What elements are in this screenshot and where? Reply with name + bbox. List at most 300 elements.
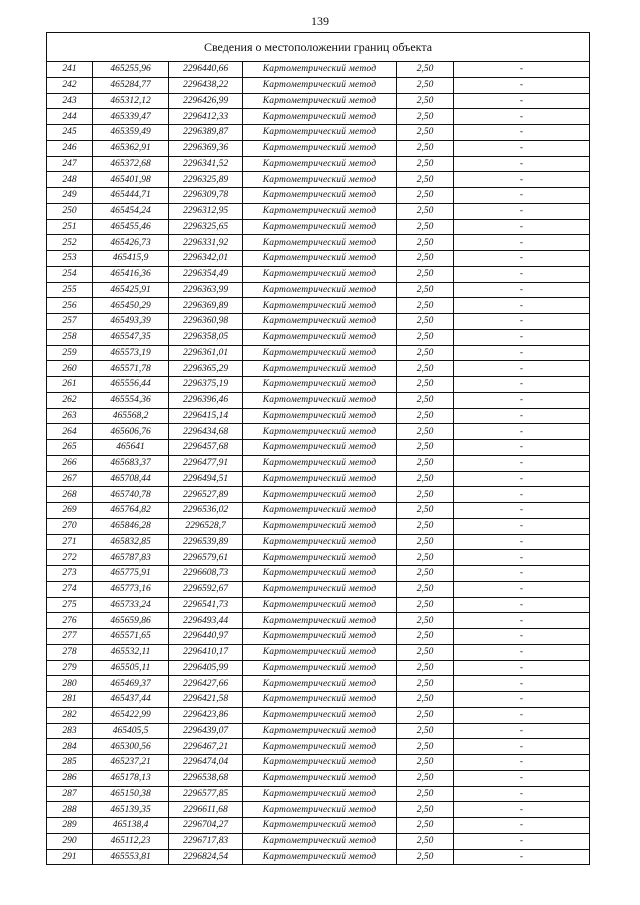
x-coordinate-cell: 465362,91 xyxy=(93,140,169,156)
x-coordinate-cell: 465139,35 xyxy=(93,802,169,818)
y-coordinate-cell: 2296440,97 xyxy=(169,629,243,645)
point-number-cell: 267 xyxy=(47,471,93,487)
table-row xyxy=(47,802,590,818)
table-row xyxy=(47,833,590,849)
y-coordinate-cell: 2296405,99 xyxy=(169,660,243,676)
x-coordinate-cell: 465237,21 xyxy=(93,755,169,771)
method-cell: Картометрический метод xyxy=(243,550,397,566)
point-number-cell: 268 xyxy=(47,487,93,503)
table-row xyxy=(47,408,590,424)
page-number: 139 xyxy=(311,14,329,28)
method-cell: Картометрический метод xyxy=(243,188,397,204)
point-number-cell: 273 xyxy=(47,566,93,582)
table-row xyxy=(47,345,590,361)
x-coordinate-cell: 465764,82 xyxy=(93,503,169,519)
y-coordinate-cell: 2296434,68 xyxy=(169,424,243,440)
note-cell: - xyxy=(454,471,590,487)
y-coordinate-cell: 2296528,7 xyxy=(169,518,243,534)
note-cell: - xyxy=(454,597,590,613)
y-coordinate-cell: 2296592,67 xyxy=(169,581,243,597)
y-coordinate-cell: 2296457,68 xyxy=(169,440,243,456)
note-cell: - xyxy=(454,282,590,298)
x-coordinate-cell: 465733,24 xyxy=(93,597,169,613)
x-coordinate-cell: 465773,16 xyxy=(93,581,169,597)
x-coordinate-cell: 465425,91 xyxy=(93,282,169,298)
note-cell: - xyxy=(454,109,590,125)
accuracy-cell: 2,50 xyxy=(397,188,454,204)
note-cell: - xyxy=(454,251,590,267)
point-number-cell: 256 xyxy=(47,298,93,314)
x-coordinate-cell: 465138,4 xyxy=(93,818,169,834)
method-cell: Картометрический метод xyxy=(243,566,397,582)
x-coordinate-cell: 465553,81 xyxy=(93,849,169,865)
x-coordinate-cell: 465437,44 xyxy=(93,692,169,708)
table-title: Сведения о местоположении границ объекта xyxy=(47,33,590,62)
point-number-cell: 251 xyxy=(47,219,93,235)
y-coordinate-cell: 2296312,95 xyxy=(169,203,243,219)
point-number-cell: 272 xyxy=(47,550,93,566)
x-coordinate-cell: 465571,78 xyxy=(93,361,169,377)
method-cell: Картометрический метод xyxy=(243,471,397,487)
x-coordinate-cell: 465455,46 xyxy=(93,219,169,235)
accuracy-cell: 2,50 xyxy=(397,629,454,645)
method-cell: Картометрический метод xyxy=(243,298,397,314)
accuracy-cell: 2,50 xyxy=(397,503,454,519)
note-cell: - xyxy=(454,786,590,802)
y-coordinate-cell: 2296389,87 xyxy=(169,125,243,141)
note-cell: - xyxy=(454,219,590,235)
point-number-cell: 279 xyxy=(47,660,93,676)
accuracy-cell: 2,50 xyxy=(397,723,454,739)
accuracy-cell: 2,50 xyxy=(397,377,454,393)
accuracy-cell: 2,50 xyxy=(397,597,454,613)
y-coordinate-cell: 2296361,01 xyxy=(169,345,243,361)
table-row xyxy=(47,597,590,613)
point-number-cell: 248 xyxy=(47,172,93,188)
x-coordinate-cell: 465300,56 xyxy=(93,739,169,755)
point-number-cell: 242 xyxy=(47,77,93,93)
method-cell: Картометрический метод xyxy=(243,251,397,267)
point-number-cell: 255 xyxy=(47,282,93,298)
x-coordinate-cell: 465547,35 xyxy=(93,329,169,345)
note-cell: - xyxy=(454,581,590,597)
table-row xyxy=(47,329,590,345)
x-coordinate-cell: 465554,36 xyxy=(93,392,169,408)
y-coordinate-cell: 2296309,78 xyxy=(169,188,243,204)
y-coordinate-cell: 2296427,66 xyxy=(169,676,243,692)
table-row xyxy=(47,723,590,739)
point-number-cell: 289 xyxy=(47,818,93,834)
point-number-cell: 288 xyxy=(47,802,93,818)
note-cell: - xyxy=(454,660,590,676)
method-cell: Картометрический метод xyxy=(243,644,397,660)
y-coordinate-cell: 2296438,22 xyxy=(169,77,243,93)
table-row xyxy=(47,266,590,282)
y-coordinate-cell: 2296474,04 xyxy=(169,755,243,771)
method-cell: Картометрический метод xyxy=(243,455,397,471)
table-row xyxy=(47,140,590,156)
table-row xyxy=(47,471,590,487)
point-number-cell: 246 xyxy=(47,140,93,156)
y-coordinate-cell: 2296440,66 xyxy=(169,62,243,78)
point-number-cell: 290 xyxy=(47,833,93,849)
y-coordinate-cell: 2296439,07 xyxy=(169,723,243,739)
y-coordinate-cell: 2296341,52 xyxy=(169,156,243,172)
table-row xyxy=(47,770,590,786)
note-cell: - xyxy=(454,802,590,818)
point-number-cell: 247 xyxy=(47,156,93,172)
accuracy-cell: 2,50 xyxy=(397,424,454,440)
y-coordinate-cell: 2296536,02 xyxy=(169,503,243,519)
point-number-cell: 264 xyxy=(47,424,93,440)
point-number-cell: 283 xyxy=(47,723,93,739)
point-number-cell: 263 xyxy=(47,408,93,424)
y-coordinate-cell: 2296412,33 xyxy=(169,109,243,125)
note-cell: - xyxy=(454,172,590,188)
y-coordinate-cell: 2296494,51 xyxy=(169,471,243,487)
y-coordinate-cell: 2296477,91 xyxy=(169,455,243,471)
method-cell: Картометрический метод xyxy=(243,392,397,408)
point-number-cell: 243 xyxy=(47,93,93,109)
accuracy-cell: 2,50 xyxy=(397,770,454,786)
note-cell: - xyxy=(454,188,590,204)
table-row xyxy=(47,739,590,755)
method-cell: Картометрический метод xyxy=(243,219,397,235)
y-coordinate-cell: 2296541,73 xyxy=(169,597,243,613)
x-coordinate-cell: 465573,19 xyxy=(93,345,169,361)
x-coordinate-cell: 465415,9 xyxy=(93,251,169,267)
y-coordinate-cell: 2296358,05 xyxy=(169,329,243,345)
point-number-cell: 259 xyxy=(47,345,93,361)
note-cell: - xyxy=(454,534,590,550)
method-cell: Картометрический метод xyxy=(243,802,397,818)
accuracy-cell: 2,50 xyxy=(397,833,454,849)
accuracy-cell: 2,50 xyxy=(397,77,454,93)
y-coordinate-cell: 2296717,83 xyxy=(169,833,243,849)
accuracy-cell: 2,50 xyxy=(397,802,454,818)
x-coordinate-cell: 465606,76 xyxy=(93,424,169,440)
x-coordinate-cell: 465401,98 xyxy=(93,172,169,188)
accuracy-cell: 2,50 xyxy=(397,298,454,314)
method-cell: Картометрический метод xyxy=(243,314,397,330)
note-cell: - xyxy=(454,629,590,645)
method-cell: Картометрический метод xyxy=(243,613,397,629)
y-coordinate-cell: 2296493,44 xyxy=(169,613,243,629)
x-coordinate-cell: 465556,44 xyxy=(93,377,169,393)
y-coordinate-cell: 2296325,65 xyxy=(169,219,243,235)
method-cell: Картометрический метод xyxy=(243,503,397,519)
point-number-cell: 271 xyxy=(47,534,93,550)
note-cell: - xyxy=(454,424,590,440)
method-cell: Картометрический метод xyxy=(243,518,397,534)
point-number-cell: 250 xyxy=(47,203,93,219)
point-number-cell: 253 xyxy=(47,251,93,267)
point-number-cell: 254 xyxy=(47,266,93,282)
x-coordinate-cell: 465532,11 xyxy=(93,644,169,660)
table-row xyxy=(47,282,590,298)
table-title-row xyxy=(47,33,590,62)
method-cell: Картометрический метод xyxy=(243,739,397,755)
method-cell: Картометрический метод xyxy=(243,329,397,345)
accuracy-cell: 2,50 xyxy=(397,392,454,408)
y-coordinate-cell: 2296365,29 xyxy=(169,361,243,377)
note-cell: - xyxy=(454,707,590,723)
note-cell: - xyxy=(454,849,590,865)
point-number-cell: 258 xyxy=(47,329,93,345)
point-number-cell: 265 xyxy=(47,440,93,456)
y-coordinate-cell: 2296354,49 xyxy=(169,266,243,282)
accuracy-cell: 2,50 xyxy=(397,534,454,550)
accuracy-cell: 2,50 xyxy=(397,471,454,487)
table-row xyxy=(47,676,590,692)
x-coordinate-cell: 465150,38 xyxy=(93,786,169,802)
x-coordinate-cell: 465505,11 xyxy=(93,660,169,676)
y-coordinate-cell: 2296467,21 xyxy=(169,739,243,755)
method-cell: Картометрический метод xyxy=(243,692,397,708)
x-coordinate-cell: 465740,78 xyxy=(93,487,169,503)
point-number-cell: 262 xyxy=(47,392,93,408)
accuracy-cell: 2,50 xyxy=(397,692,454,708)
method-cell: Картометрический метод xyxy=(243,125,397,141)
table-row xyxy=(47,251,590,267)
method-cell: Картометрический метод xyxy=(243,282,397,298)
table-row xyxy=(47,755,590,771)
note-cell: - xyxy=(454,125,590,141)
note-cell: - xyxy=(454,818,590,834)
note-cell: - xyxy=(454,156,590,172)
note-cell: - xyxy=(454,487,590,503)
point-number-cell: 276 xyxy=(47,613,93,629)
note-cell: - xyxy=(454,440,590,456)
table-row xyxy=(47,298,590,314)
method-cell: Картометрический метод xyxy=(243,755,397,771)
accuracy-cell: 2,50 xyxy=(397,440,454,456)
x-coordinate-cell: 465775,91 xyxy=(93,566,169,582)
note-cell: - xyxy=(454,770,590,786)
x-coordinate-cell: 465372,68 xyxy=(93,156,169,172)
table-row xyxy=(47,692,590,708)
point-number-cell: 278 xyxy=(47,644,93,660)
note-cell: - xyxy=(454,345,590,361)
accuracy-cell: 2,50 xyxy=(397,849,454,865)
y-coordinate-cell: 2296527,89 xyxy=(169,487,243,503)
note-cell: - xyxy=(454,644,590,660)
accuracy-cell: 2,50 xyxy=(397,755,454,771)
method-cell: Картометрический метод xyxy=(243,109,397,125)
x-coordinate-cell: 465426,73 xyxy=(93,235,169,251)
note-cell: - xyxy=(454,408,590,424)
y-coordinate-cell: 2296577,85 xyxy=(169,786,243,802)
x-coordinate-cell: 465832,85 xyxy=(93,534,169,550)
accuracy-cell: 2,50 xyxy=(397,707,454,723)
table-row xyxy=(47,818,590,834)
accuracy-cell: 2,50 xyxy=(397,345,454,361)
note-cell: - xyxy=(454,140,590,156)
table-row xyxy=(47,361,590,377)
x-coordinate-cell: 465846,28 xyxy=(93,518,169,534)
accuracy-cell: 2,50 xyxy=(397,172,454,188)
method-cell: Картометрический метод xyxy=(243,849,397,865)
y-coordinate-cell: 2296396,46 xyxy=(169,392,243,408)
note-cell: - xyxy=(454,329,590,345)
x-coordinate-cell: 465312,12 xyxy=(93,93,169,109)
x-coordinate-cell: 465571,65 xyxy=(93,629,169,645)
table-row xyxy=(47,392,590,408)
table-row xyxy=(47,581,590,597)
method-cell: Картометрический метод xyxy=(243,172,397,188)
y-coordinate-cell: 2296369,89 xyxy=(169,298,243,314)
note-cell: - xyxy=(454,298,590,314)
method-cell: Картометрический метод xyxy=(243,408,397,424)
note-cell: - xyxy=(454,613,590,629)
accuracy-cell: 2,50 xyxy=(397,676,454,692)
accuracy-cell: 2,50 xyxy=(397,314,454,330)
accuracy-cell: 2,50 xyxy=(397,550,454,566)
point-number-cell: 269 xyxy=(47,503,93,519)
point-number-cell: 260 xyxy=(47,361,93,377)
accuracy-cell: 2,50 xyxy=(397,93,454,109)
y-coordinate-cell: 2296704,27 xyxy=(169,818,243,834)
table-row xyxy=(47,93,590,109)
accuracy-cell: 2,50 xyxy=(397,361,454,377)
method-cell: Картометрический метод xyxy=(243,723,397,739)
y-coordinate-cell: 2296608,73 xyxy=(169,566,243,582)
table-row xyxy=(47,660,590,676)
note-cell: - xyxy=(454,503,590,519)
note-cell: - xyxy=(454,518,590,534)
table-row xyxy=(47,629,590,645)
accuracy-cell: 2,50 xyxy=(397,203,454,219)
note-cell: - xyxy=(454,676,590,692)
method-cell: Картометрический метод xyxy=(243,266,397,282)
accuracy-cell: 2,50 xyxy=(397,140,454,156)
accuracy-cell: 2,50 xyxy=(397,156,454,172)
x-coordinate-cell: 465359,49 xyxy=(93,125,169,141)
point-number-cell: 280 xyxy=(47,676,93,692)
accuracy-cell: 2,50 xyxy=(397,818,454,834)
method-cell: Картометрический метод xyxy=(243,440,397,456)
point-number-cell: 287 xyxy=(47,786,93,802)
method-cell: Картометрический метод xyxy=(243,660,397,676)
note-cell: - xyxy=(454,235,590,251)
y-coordinate-cell: 2296579,61 xyxy=(169,550,243,566)
table-row xyxy=(47,62,590,78)
point-number-cell: 274 xyxy=(47,581,93,597)
note-cell: - xyxy=(454,93,590,109)
x-coordinate-cell: 465422,99 xyxy=(93,707,169,723)
method-cell: Картометрический метод xyxy=(243,786,397,802)
note-cell: - xyxy=(454,566,590,582)
table-row xyxy=(47,487,590,503)
point-number-cell: 266 xyxy=(47,455,93,471)
table-row xyxy=(47,518,590,534)
method-cell: Картометрический метод xyxy=(243,424,397,440)
table-row xyxy=(47,707,590,723)
note-cell: - xyxy=(454,833,590,849)
accuracy-cell: 2,50 xyxy=(397,581,454,597)
x-coordinate-cell: 465450,29 xyxy=(93,298,169,314)
table-row xyxy=(47,172,590,188)
x-coordinate-cell: 465405,5 xyxy=(93,723,169,739)
point-number-cell: 270 xyxy=(47,518,93,534)
x-coordinate-cell: 465255,96 xyxy=(93,62,169,78)
x-coordinate-cell: 465787,83 xyxy=(93,550,169,566)
method-cell: Картометрический метод xyxy=(243,377,397,393)
accuracy-cell: 2,50 xyxy=(397,266,454,282)
y-coordinate-cell: 2296611,68 xyxy=(169,802,243,818)
accuracy-cell: 2,50 xyxy=(397,487,454,503)
note-cell: - xyxy=(454,723,590,739)
point-number-cell: 286 xyxy=(47,770,93,786)
note-cell: - xyxy=(454,739,590,755)
x-coordinate-cell: 465416,36 xyxy=(93,266,169,282)
note-cell: - xyxy=(454,361,590,377)
x-coordinate-cell: 465339,47 xyxy=(93,109,169,125)
x-coordinate-cell: 465568,2 xyxy=(93,408,169,424)
method-cell: Картометрический метод xyxy=(243,93,397,109)
table-row xyxy=(47,440,590,456)
y-coordinate-cell: 2296369,36 xyxy=(169,140,243,156)
accuracy-cell: 2,50 xyxy=(397,109,454,125)
accuracy-cell: 2,50 xyxy=(397,282,454,298)
method-cell: Картометрический метод xyxy=(243,818,397,834)
accuracy-cell: 2,50 xyxy=(397,62,454,78)
table-row xyxy=(47,235,590,251)
x-coordinate-cell: 465178,13 xyxy=(93,770,169,786)
table-row xyxy=(47,613,590,629)
table-row xyxy=(47,455,590,471)
table-row xyxy=(47,77,590,93)
accuracy-cell: 2,50 xyxy=(397,786,454,802)
table-row xyxy=(47,156,590,172)
method-cell: Картометрический метод xyxy=(243,597,397,613)
method-cell: Картометрический метод xyxy=(243,581,397,597)
accuracy-cell: 2,50 xyxy=(397,739,454,755)
point-number-cell: 252 xyxy=(47,235,93,251)
point-number-cell: 281 xyxy=(47,692,93,708)
method-cell: Картометрический метод xyxy=(243,235,397,251)
point-number-cell: 285 xyxy=(47,755,93,771)
table-row xyxy=(47,849,590,865)
table-row xyxy=(47,566,590,582)
method-cell: Картометрический метод xyxy=(243,770,397,786)
point-number-cell: 284 xyxy=(47,739,93,755)
y-coordinate-cell: 2296538,68 xyxy=(169,770,243,786)
y-coordinate-cell: 2296824,54 xyxy=(169,849,243,865)
y-coordinate-cell: 2296423,86 xyxy=(169,707,243,723)
y-coordinate-cell: 2296363,99 xyxy=(169,282,243,298)
x-coordinate-cell: 465641 xyxy=(93,440,169,456)
y-coordinate-cell: 2296539,89 xyxy=(169,534,243,550)
accuracy-cell: 2,50 xyxy=(397,329,454,345)
table-row xyxy=(47,377,590,393)
note-cell: - xyxy=(454,266,590,282)
table-row xyxy=(47,786,590,802)
method-cell: Картометрический метод xyxy=(243,62,397,78)
x-coordinate-cell: 465708,44 xyxy=(93,471,169,487)
method-cell: Картометрический метод xyxy=(243,345,397,361)
accuracy-cell: 2,50 xyxy=(397,125,454,141)
table-row xyxy=(47,219,590,235)
accuracy-cell: 2,50 xyxy=(397,235,454,251)
table-row xyxy=(47,550,590,566)
accuracy-cell: 2,50 xyxy=(397,613,454,629)
point-number-cell: 277 xyxy=(47,629,93,645)
point-number-cell: 291 xyxy=(47,849,93,865)
y-coordinate-cell: 2296375,19 xyxy=(169,377,243,393)
note-cell: - xyxy=(454,755,590,771)
point-number-cell: 241 xyxy=(47,62,93,78)
